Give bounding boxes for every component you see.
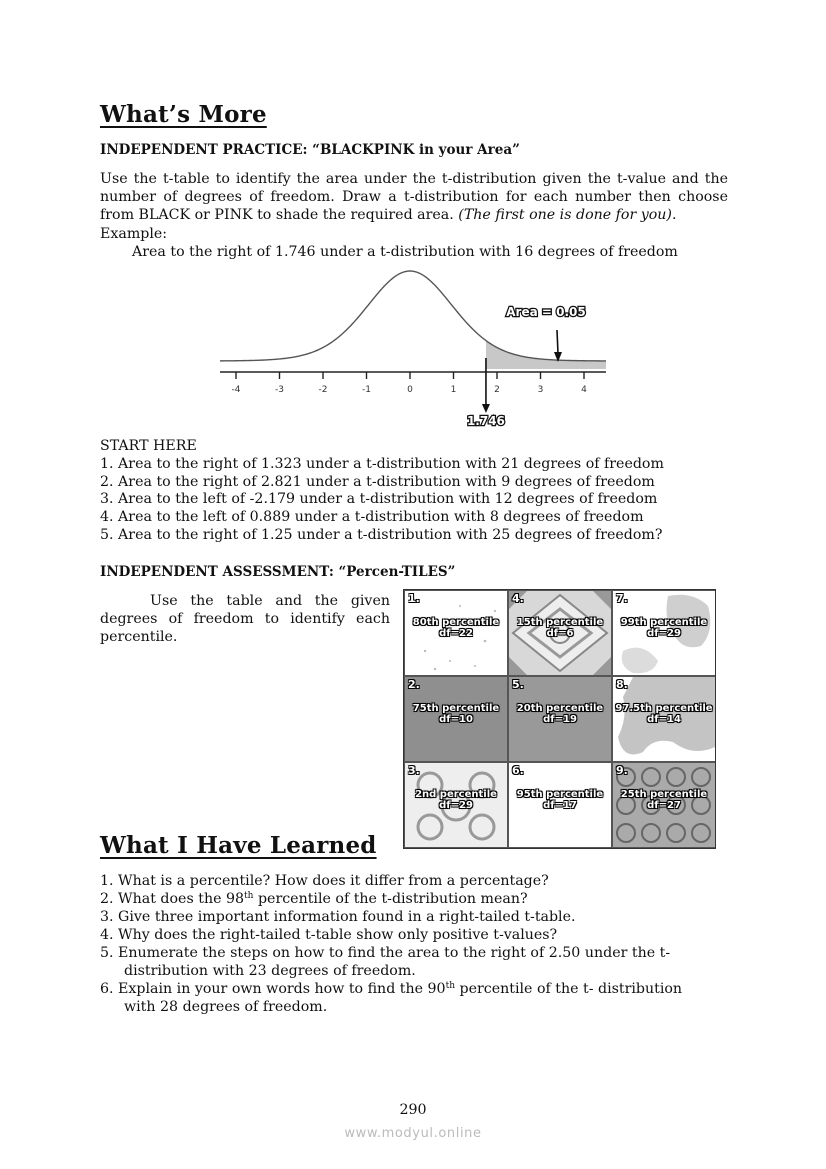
tile-percentile: 99th percentile xyxy=(620,617,708,628)
tile-df: df=29 xyxy=(647,628,681,639)
tile-4 xyxy=(509,591,611,675)
tile-number: 9. xyxy=(616,764,628,777)
tick-label: 4 xyxy=(581,385,587,395)
tile-percentile: 97.5th percentile xyxy=(615,703,713,714)
axis-ticks xyxy=(232,372,588,395)
tile-label xyxy=(405,617,507,639)
tile-number: 5. xyxy=(512,678,524,691)
question-6-cont: with 28 degrees of freedom. xyxy=(124,999,328,1015)
tile-number: 7. xyxy=(616,592,628,605)
practice-instructions xyxy=(100,170,728,224)
question-6-sup: th xyxy=(445,981,456,991)
question-2-text: 2. What does the 98 xyxy=(100,891,245,907)
question-5: 5. Enumerate the steps on how to find the area to the right of 2.50 under the t- xyxy=(100,945,671,961)
example-label: Example: xyxy=(100,226,168,242)
tile-df: df=14 xyxy=(647,714,681,725)
tile-label xyxy=(509,789,611,811)
tile-percentile: 2nd percentile xyxy=(415,789,497,800)
tile-df: df=22 xyxy=(439,628,473,639)
tile-percentile: 15th percentile xyxy=(516,617,604,628)
tile-percentile: 80th percentile xyxy=(412,617,500,628)
tile-df: df=27 xyxy=(647,800,681,811)
tick-label: 3 xyxy=(537,385,544,395)
example-text: Area to the right of 1.746 under a t-distribution with 16 degrees of freedom xyxy=(132,244,678,260)
tile-label xyxy=(509,617,611,639)
question-6-rest: percentile of the t- distribution xyxy=(455,981,683,997)
start-here-label: START HERE xyxy=(100,438,197,454)
percentile-tiles-grid xyxy=(403,589,716,849)
tick-label: -3 xyxy=(275,385,284,395)
question-5-cont: distribution with 23 degrees of freedom. xyxy=(124,963,416,979)
tile-8 xyxy=(613,677,715,761)
tile-label xyxy=(405,789,507,811)
tile-2 xyxy=(405,677,507,761)
tile-number: 8. xyxy=(616,678,628,691)
tile-percentile: 95th percentile xyxy=(516,789,604,800)
tile-9 xyxy=(613,763,715,847)
area-pointer-line xyxy=(557,330,558,354)
start-here-block xyxy=(100,437,664,544)
tile-5 xyxy=(509,677,611,761)
tick-label: 2 xyxy=(494,385,500,395)
tile-label xyxy=(613,789,715,811)
tile-number: 4. xyxy=(512,592,524,605)
instructions-text: Use the t-table to identify the area under the t-distribution given the t-value and the number of degrees of freedom. Draw a t-distribution for each number then choose from BLACK or PINK to shade the required area. xyxy=(100,171,728,223)
critical-value-label: 1.746 xyxy=(466,414,505,428)
tick-label: 1 xyxy=(450,385,457,395)
question-2-sup: th xyxy=(244,891,254,901)
tile-1 xyxy=(405,591,507,675)
tile-percentile: 20th percentile xyxy=(516,703,604,714)
tile-percentile: 25th percentile xyxy=(620,789,708,800)
tile-label xyxy=(405,703,507,725)
tile-df: df=6 xyxy=(546,628,574,639)
question-3: 3. Give three important information found in a right-tailed t-table. xyxy=(100,909,576,925)
question-1: 1. What is a percentile? How does it differ from a percentage? xyxy=(100,873,549,889)
tile-6 xyxy=(509,763,611,847)
assessment-heading: INDEPENDENT ASSESSMENT: “Percen-TILES” xyxy=(100,564,456,580)
question-4: 4. Why does the right-tailed t-table show only positive t-values? xyxy=(100,927,558,943)
tile-number: 2. xyxy=(408,678,420,691)
tick-label: 0 xyxy=(407,385,413,395)
question-2-rest: percentile of the t-distribution mean? xyxy=(253,891,528,907)
tile-df: df=29 xyxy=(439,800,473,811)
question-2 xyxy=(100,890,728,908)
tile-percentile: 75th percentile xyxy=(412,703,500,714)
tile-label xyxy=(613,617,715,639)
tile-df: df=17 xyxy=(543,800,577,811)
area-label: Area = 0.05 xyxy=(506,305,586,319)
instructions-italic: (The first one is done for you). xyxy=(458,207,677,223)
tile-label xyxy=(509,703,611,725)
tick-label: -1 xyxy=(362,385,371,395)
section-title-whats-more: What’s More xyxy=(100,101,267,128)
t-distribution-chart xyxy=(210,258,630,433)
page-number: 290 xyxy=(399,1102,427,1118)
practice-item-5: 5. Area to the right of 1.25 under a t-distribution with 25 degrees of freedom? xyxy=(100,526,663,543)
tile-3 xyxy=(405,763,507,847)
practice-item-1: 1. Area to the right of 1.323 under a t-distribution with 21 degrees of freedom xyxy=(100,455,664,472)
tick-label: -4 xyxy=(231,385,241,395)
tick-label: -2 xyxy=(318,385,328,395)
question-6-text: 6. Explain in your own words how to find the 90 xyxy=(100,981,446,997)
tile-label xyxy=(613,703,715,725)
assessment-instructions: Use the table and the given degrees of freedom to identify each percentile. xyxy=(100,593,390,645)
shaded-right-tail xyxy=(486,341,606,369)
practice-item-4: 4. Area to the left of 0.889 under a t-distribution with 8 degrees of freedom xyxy=(100,509,644,526)
practice-item-2: 2. Area to the right of 2.821 under a t-distribution with 9 degrees of freedom xyxy=(100,473,655,490)
practice-heading: INDEPENDENT PRACTICE: “BLACKPINK in your Area” xyxy=(100,142,520,158)
critical-arrow-head xyxy=(482,404,490,413)
tile-df: df=19 xyxy=(543,714,577,725)
question-6 xyxy=(100,980,728,998)
tile-7 xyxy=(613,591,715,675)
tile-number: 6. xyxy=(512,764,524,777)
watermark: www.modyul.online xyxy=(344,1126,482,1141)
practice-item-3: 3. Area to the left of -2.179 under a t-distribution with 12 degrees of freedom xyxy=(100,491,658,508)
tile-number: 1. xyxy=(408,592,420,605)
reflection-questions xyxy=(100,872,728,1016)
tile-df: df=10 xyxy=(439,714,473,725)
tile-number: 3. xyxy=(408,764,420,777)
section-title-what-i-have-learned: What I Have Learned xyxy=(100,832,377,859)
